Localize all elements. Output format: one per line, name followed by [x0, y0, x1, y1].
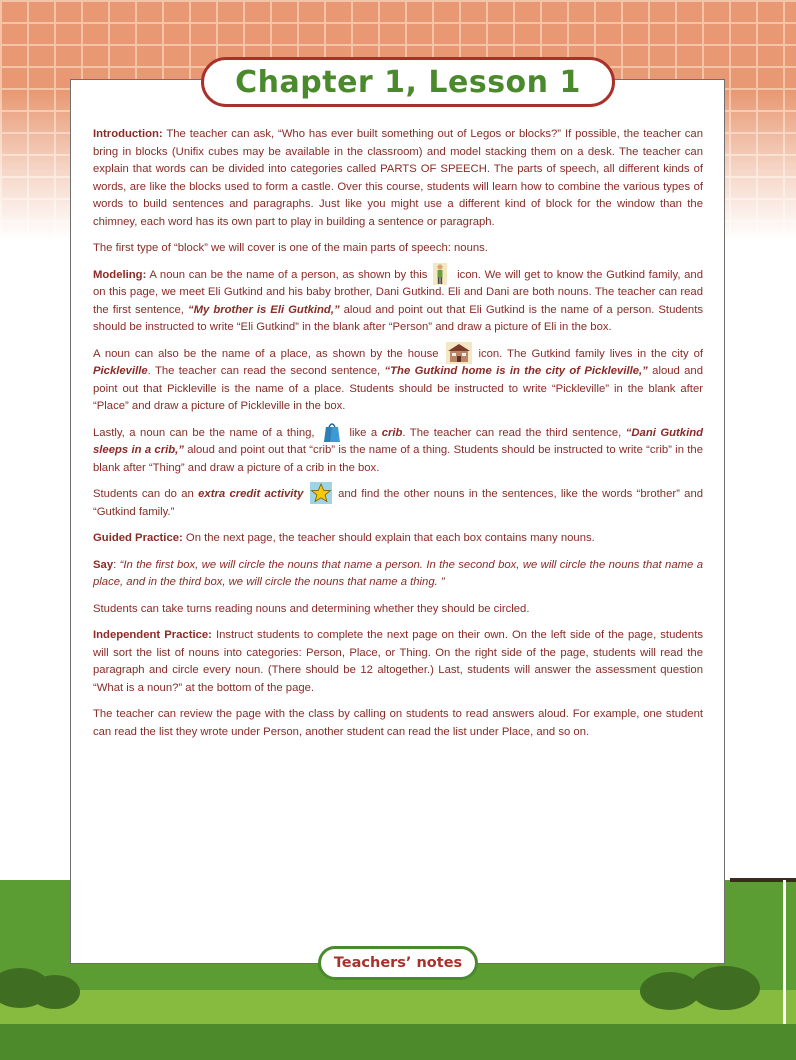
modeling-quote: “My brother is Eli Gutkind,” [187, 303, 340, 316]
modeling-paragraph [93, 267, 703, 337]
extra-credit-label: extra credit activity [198, 488, 304, 500]
modeling-text: aloud and point out that Eli Gutkind is the name of a person. Students should be instructed to write “Eli Gutkind” in the blank after “Person” and draw a picture of Eli in the box. [93, 303, 703, 333]
crib-bag-icon [321, 421, 343, 443]
say-paragraph [93, 557, 703, 592]
star-icon [310, 482, 332, 504]
place-text: icon. The Gutkind family lives in the city of [473, 347, 703, 360]
page-title: Chapter 1, Lesson 1 [235, 64, 581, 100]
guided-text: On the next page, the teacher should explain that each box contains many nouns. [182, 532, 595, 544]
review-paragraph: The teacher can review the page with the class by calling on students to read answers aloud. For example, one student can read the list they wrote under Person, another student can read the list under Place, and so on. [93, 708, 703, 738]
title-banner [201, 57, 615, 107]
place-text: aloud and point out that Pickleville is the name of a place. Students should be instructed to write “Pickleville” in the blank after “Place” and draw a picture of Pickleville in the box. [93, 365, 704, 412]
footer-label: Teachers’ notes [333, 955, 463, 971]
independent-label: Independent Practice: [93, 629, 212, 641]
turns-paragraph: Students can take turns reading nouns and determining whether they should be circled. [93, 602, 530, 615]
city-name: Pickleville [93, 365, 148, 377]
thing-quote: “Dani Gutkind sleeps in a crib,” [93, 426, 704, 456]
modeling-text: icon. We will get to know the Gutkind family, and on this page, we meet Eli Gutkind and his baby brother, Dani Gutkind. Eli and Dani are both nouns. The teacher can read the first sentence, [93, 268, 703, 316]
thing-paragraph [93, 425, 703, 478]
footer-banner [318, 946, 478, 980]
fence-rail [730, 878, 796, 882]
thing-text: like a [345, 426, 382, 439]
lesson-text [93, 126, 703, 750]
guided-label: Guided Practice: [93, 532, 183, 544]
modeling-text: A noun can be the name of a person, as shown by this [146, 268, 428, 281]
modeling-label: Modeling: [93, 268, 147, 281]
extra-text: Students can do an [93, 488, 199, 500]
say-text: : [113, 558, 120, 571]
intro-text: The teacher can ask, “Who has ever built something out of Legos or blocks?” If possible, the teacher can bring in blocks (Unifix cubes may be available in the classroom) and model stacking them on a desk. The teacher can explain that words can be divided into categories called PARTS OF SPEECH. The parts of speech, all different kinds of words, are like the blocks used to form a castle. Over this course, students will learn how to combine the various types of words to build sentences and paragraphs. Just like you might use a different kind of block for the window than the chimney, each word has its own part to play in building a sentence or paragraph. [93, 128, 703, 228]
fence-post [783, 880, 786, 1024]
place-quote: “The Gutkind home is in the city of Pickleville,” [384, 365, 648, 377]
intro-paragraph [93, 126, 703, 231]
first-type-paragraph: The first type of “block” we will cover is one of the main parts of speech: nouns. [93, 242, 488, 254]
guided-paragraph [93, 530, 703, 548]
thing-text: aloud and point out that “crib” is the name of a thing. Students should be instructed to write “crib” in the blank after “Thing” and draw a picture of a crib in the box. [93, 444, 703, 474]
say-quote: “In the first box, we will circle the nouns that name a person. In the second box, we will circle the nouns that name a place, and in the third box, we will circle the nouns that name a thing. ” [93, 558, 703, 588]
say-label: Say [93, 558, 114, 571]
place-paragraph [93, 346, 703, 416]
independent-paragraph [93, 627, 703, 697]
crib-word: crib [381, 426, 403, 439]
extra-text: and find the other nouns in the sentences, like the words “brother” and “Gutkind family.” [93, 488, 704, 518]
person-icon [429, 263, 451, 285]
place-text: . The teacher can read the second sentence, [147, 365, 385, 377]
intro-label: Introduction: [93, 128, 163, 140]
extra-credit-paragraph [93, 486, 703, 521]
bush [30, 975, 80, 1009]
thing-text: . The teacher can read the third sentence, [402, 426, 626, 439]
place-text: A noun can also be the name of a place, as shown by the house [93, 347, 439, 360]
bush [690, 966, 760, 1010]
thing-text: Lastly, a noun can be the name of a thing, [93, 426, 315, 439]
house-icon [446, 342, 472, 364]
independent-text: Instruct students to complete the next page on their own. On the left side of the page, students will sort the list of nouns into categories: Person, Place, or Thing. On the right side of the page, students will read the paragraph and circle every noun. (There should be 12 altogether.) Last, students will answer the assessment question “What is a noun?” at the bottom of the page. [93, 629, 703, 694]
